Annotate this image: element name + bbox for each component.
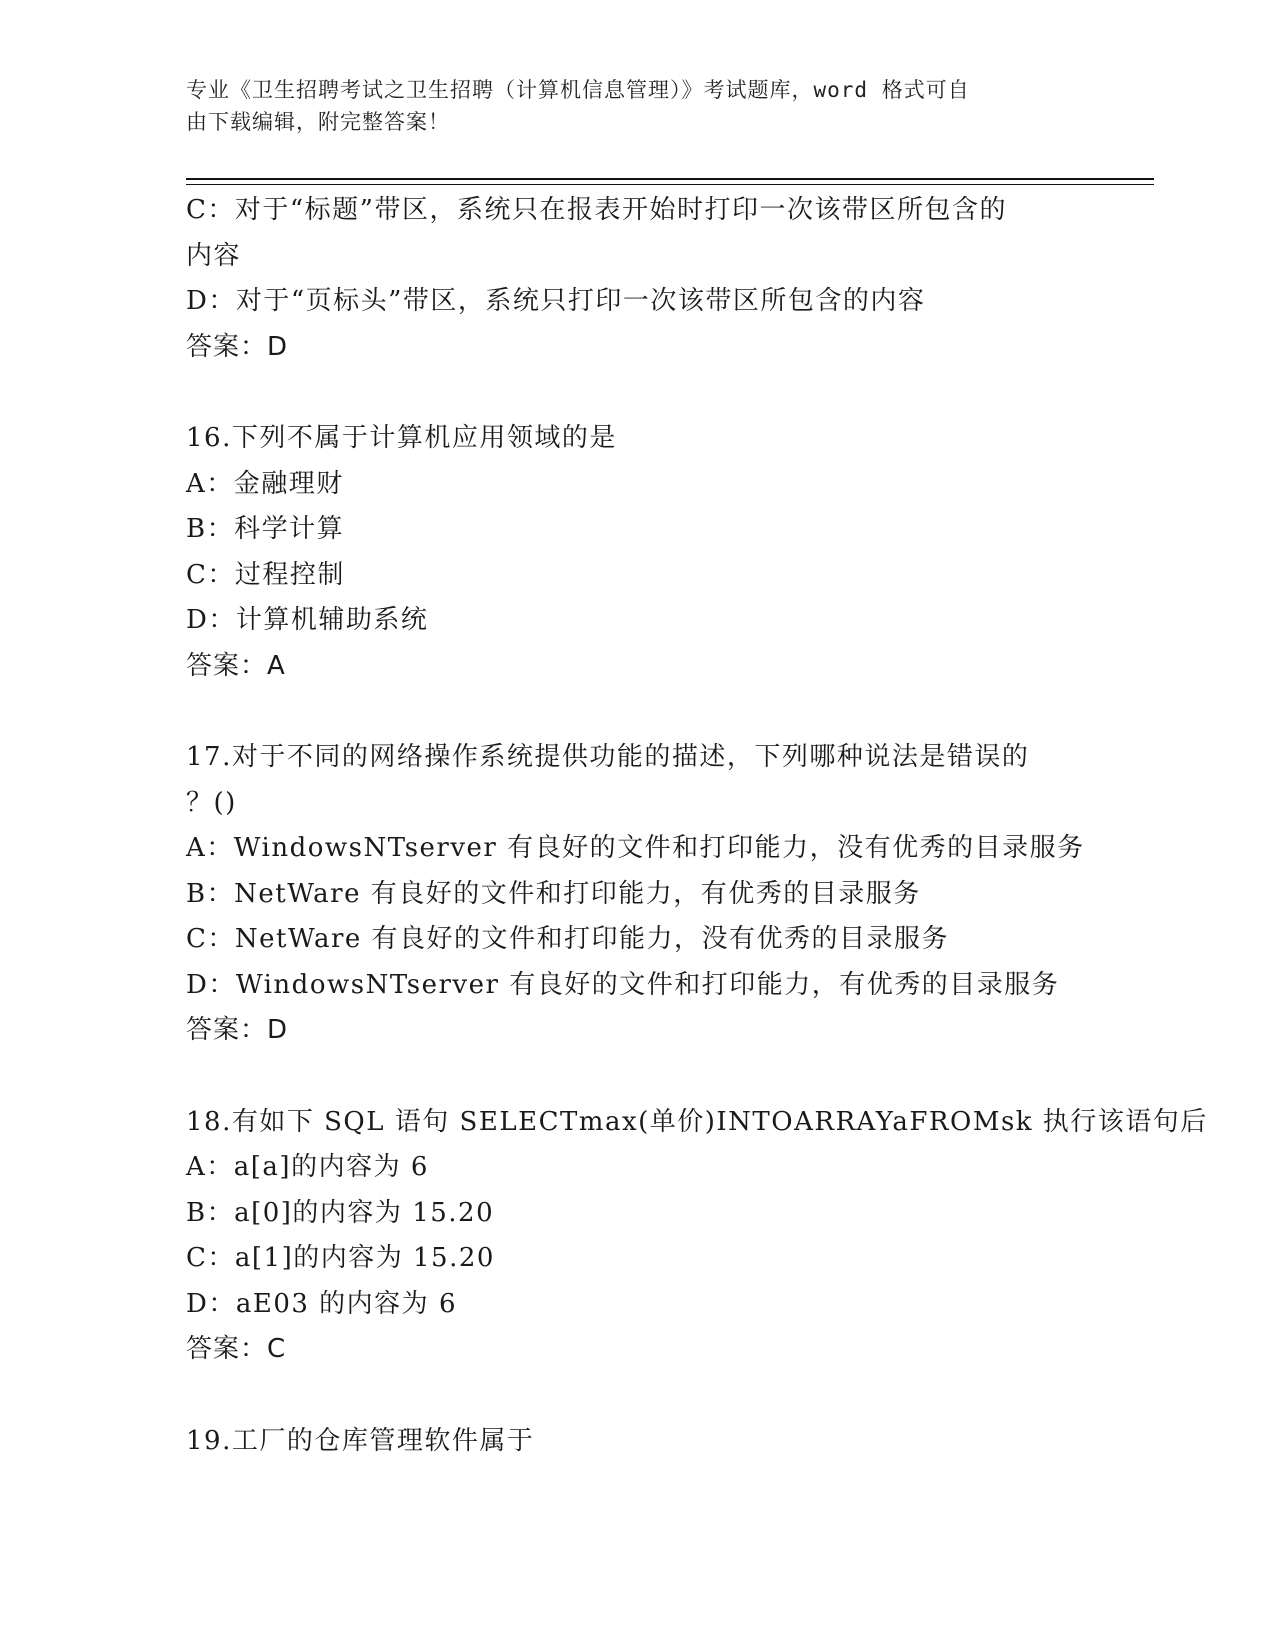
question-text: 16.下列不属于计算机应用领域的是 <box>186 423 617 453</box>
answer: 答案：C <box>186 1334 287 1364</box>
question-text: 18.有如下 SQL 语句 SELECTmax(单价)INTOARRAYaFROMsk 执行该语句后 <box>186 1106 1208 1137</box>
option-c: C：过程控制 <box>186 559 345 590</box>
question-list <box>186 188 1208 1464</box>
question-18 <box>186 1100 1208 1373</box>
answer: 答案：D <box>186 331 289 362</box>
option-c: C：a[1]的内容为 15.20 <box>186 1243 495 1273</box>
option-d: D：对于“页标头”带区，系统只打印一次该带区所包含的内容 <box>186 286 926 316</box>
option-a: A：a[a]的内容为 6 <box>186 1152 429 1182</box>
option-d: D：计算机辅助系统 <box>186 605 429 635</box>
header-rule-thin <box>186 184 1154 185</box>
option-a: A：金融理财 <box>186 468 344 499</box>
header-rule-thick <box>186 178 1154 180</box>
answer: 答案：D <box>186 1015 289 1045</box>
question-16 <box>186 416 1086 689</box>
question-text-continued: ？() <box>186 787 237 818</box>
option-d: D：WindowsNTserver 有良好的文件和打印能力，有优秀的目录服务 <box>186 969 1060 1000</box>
question-19 <box>186 1419 1086 1465</box>
question-17 <box>186 735 1086 1054</box>
option-b: B：NetWare 有良好的文件和打印能力，有优秀的目录服务 <box>186 878 921 909</box>
option-a: A：WindowsNTserver 有良好的文件和打印能力，没有优秀的目录服务 <box>186 833 1085 863</box>
option-c: C：对于“标题”带区，系统只在报表开始时打印一次该带区所包含的 <box>186 195 1007 225</box>
answer: 答案：A <box>186 650 286 681</box>
document-header <box>186 74 1046 138</box>
option-b: B：科学计算 <box>186 514 345 544</box>
option-c: C：NetWare 有良好的文件和打印能力，没有优秀的目录服务 <box>186 924 950 954</box>
header-line-1: 专业《卫生招聘考试之卫生招聘（计算机信息管理）》考试题库，word 格式可自 <box>186 78 970 102</box>
option-b: B：a[0]的内容为 15.20 <box>186 1197 495 1228</box>
question-text: 17.对于不同的网络操作系统提供功能的描述，下列哪种说法是错误的 <box>186 742 1030 772</box>
header-line-2: 由下载编辑，附完整答案！ <box>186 110 450 134</box>
question-15 <box>186 188 1086 370</box>
option-d: D：aE03 的内容为 6 <box>186 1288 457 1319</box>
question-text: 19.工厂的仓库管理软件属于 <box>186 1425 535 1456</box>
option-c-continued: 内容 <box>186 240 242 271</box>
